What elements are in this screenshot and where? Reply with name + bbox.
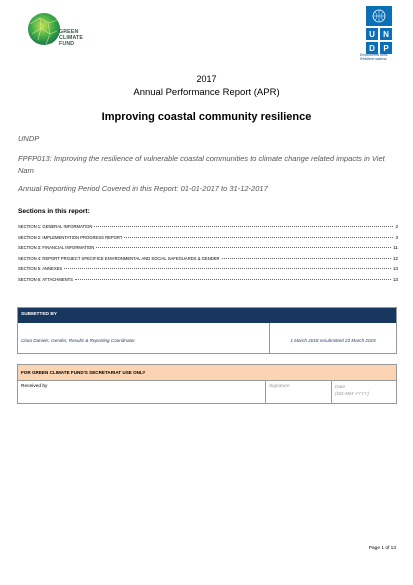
submission-date: 1 March 2018 resubmitted 23 March 2018	[290, 338, 376, 343]
toc-item[interactable]	[18, 224, 398, 235]
toc-leader	[222, 258, 391, 259]
toc-item-label: SECTION 1: GENERAL INFORMATION	[18, 224, 93, 229]
submitted-by-table	[17, 307, 397, 354]
toc-item-label: SECTION 5: ANNEXES	[18, 266, 63, 271]
organization: UNDP	[18, 134, 40, 143]
sections-heading: Sections in this report:	[18, 208, 90, 215]
page-number: Page 1 of 13	[368, 546, 396, 551]
toc-item-page: 2	[395, 224, 398, 229]
submitted-by-row	[18, 323, 396, 353]
toc-leader	[94, 226, 393, 227]
submitted-by-heading: SUBMITTED BY	[18, 308, 396, 323]
toc-item[interactable]	[18, 256, 398, 267]
undp-logo	[366, 6, 392, 54]
toc-leader	[124, 237, 393, 238]
toc-item[interactable]	[18, 266, 398, 277]
received-by-field: Received by	[18, 381, 266, 403]
undp-emblem-icon	[366, 6, 392, 54]
toc-item-label: SECTION 2: IMPLEMENTATION PROGRESS REPORT	[18, 234, 123, 240]
toc-item-page: 3	[395, 234, 398, 240]
toc-item[interactable]	[18, 245, 398, 256]
reporting-period: Annual Reporting Period Covered in this Report: 01-01-2017 to 31-12-2017	[18, 184, 268, 193]
svg-text:D: D	[369, 44, 375, 53]
svg-text:U: U	[369, 30, 375, 39]
table-of-contents	[18, 224, 398, 287]
svg-text:P: P	[383, 44, 389, 53]
secretariat-use-heading: FOR GREEN CLIMATE FUND'S SECRETARIAT USE ONLY	[18, 365, 396, 381]
date-format: (DD-MM-YYYY)	[335, 392, 370, 397]
toc-item[interactable]	[18, 235, 398, 246]
page-title: Improving coastal community resilience	[101, 111, 312, 123]
project-name: FPFP013: Improving the resilience of vulnerable coastal communities to climate change related impacts in Viet Nam	[18, 154, 385, 175]
toc-item-page: 13	[392, 276, 398, 282]
report-year: 2017	[196, 74, 217, 84]
secretariat-use-table	[17, 364, 397, 404]
date-field	[332, 381, 396, 403]
signature-field: Signature	[266, 381, 332, 403]
toc-item-label: SECTION 3: FINANCIAL INFORMATION	[18, 245, 95, 250]
secretariat-use-row	[18, 381, 396, 403]
submitter-name: Clara Daniels, Gender, Results & Reporting Coordinator	[18, 323, 270, 353]
toc-item-label: SECTION 6: ATTACHMENTS	[18, 276, 73, 282]
date-label: Date	[335, 385, 346, 390]
toc-item[interactable]	[18, 277, 398, 288]
gcf-globe-icon	[26, 10, 62, 48]
toc-item-page: 12	[392, 255, 398, 261]
svg-text:N: N	[383, 30, 389, 39]
undp-tagline: Empowered lives. Resilient nations.	[360, 53, 389, 62]
gcf-logo-text: GREEN CLIMATE FUND	[59, 29, 84, 48]
toc-item-label: SECTION 4: REPORT PROJECT SPECIFICE ENVIRONMENTAL AND SOCIAL SAFEGUARDS & GENDER	[18, 255, 220, 261]
toc-leader	[64, 268, 391, 269]
report-type: Annual Performance Report (APR)	[133, 87, 280, 98]
toc-leader	[75, 279, 391, 280]
toc-leader	[96, 247, 391, 248]
toc-item-page: 13	[392, 266, 398, 271]
toc-item-page: 11	[393, 245, 398, 250]
